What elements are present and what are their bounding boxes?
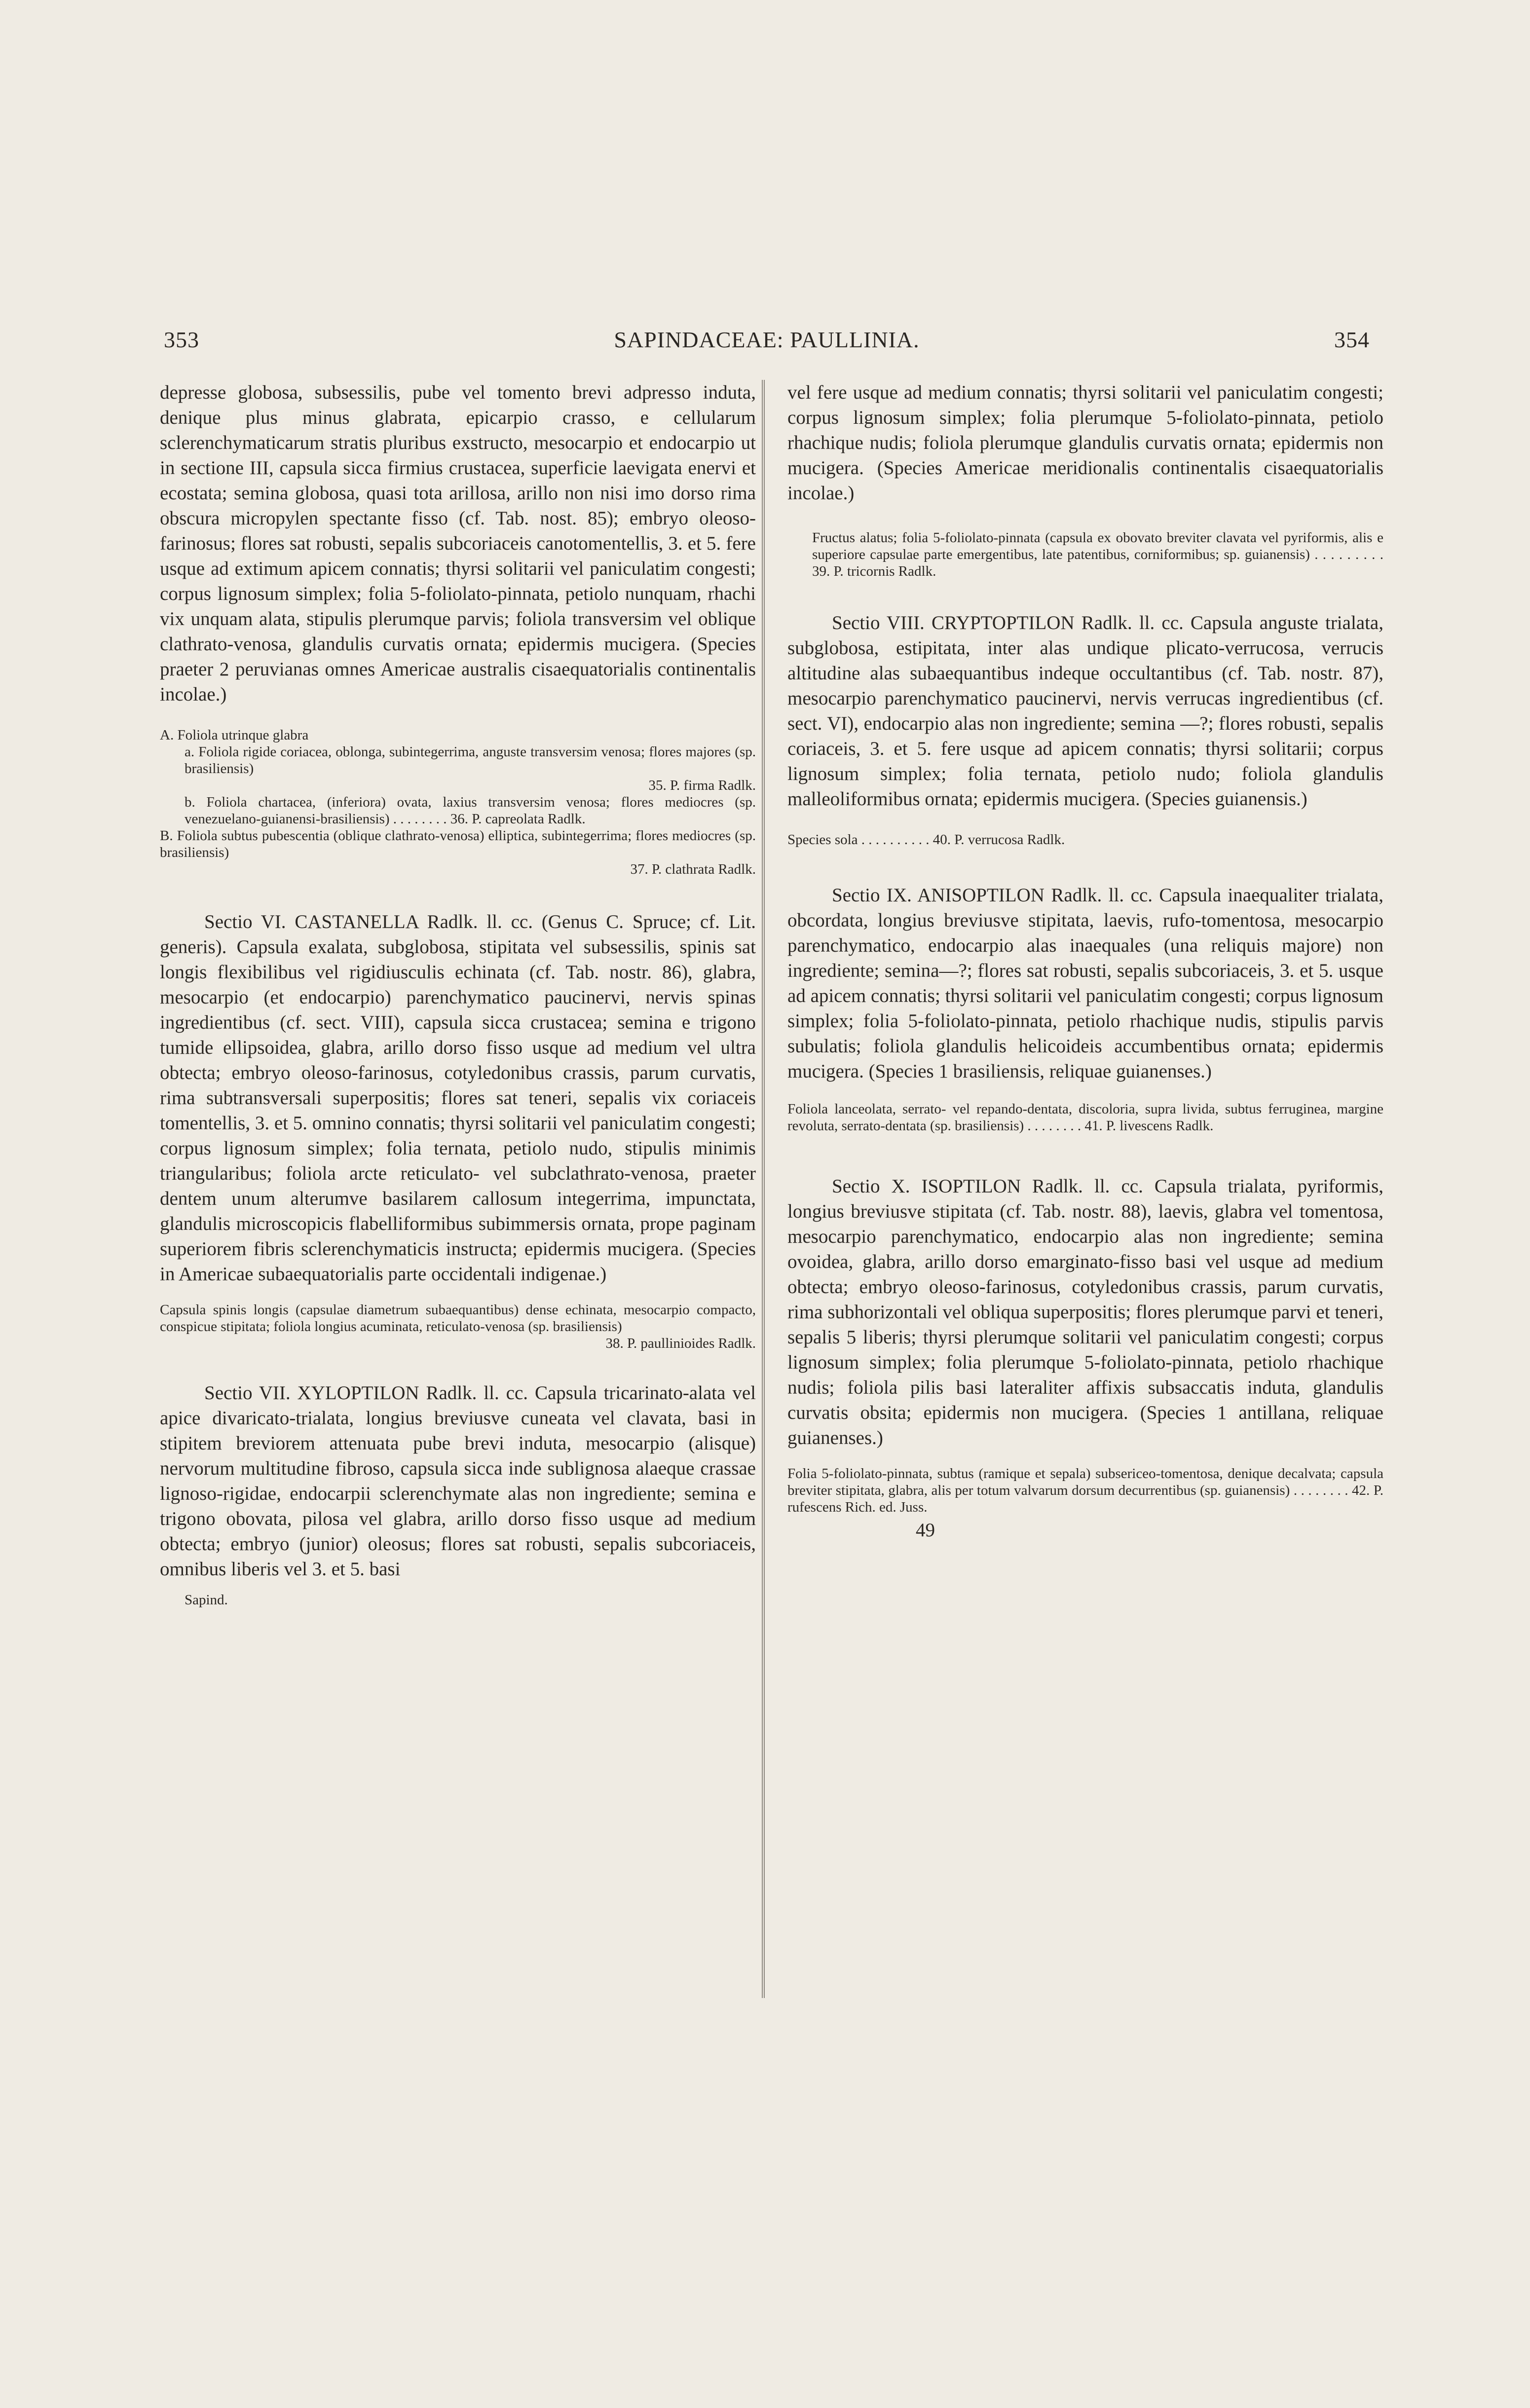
right-column xyxy=(787,380,1383,1543)
intro-paragraph: depresse globosa, subsessilis, pube vel tomento brevi adpresso induta, denique plus minus glabrata, epicarpio crasso, e cellularum sclerenchymaticarum stratis pluribus exstructo, mesocarpio et endocarpio ut in sectione III, capsula sicca firmius crustacea, superficie laevigata enervi et ecostata; semina globosa, quasi tota arillosa, arillo non nisi imo dorso rima obscura micropylen spectante fisso (cf. Tab. nost. 85); embryo oleoso-farinosus; flores sat robusti, sepalis subcoriaceis canotomentellis, 3. et 5. fere usque ad extimum apicem connatis; thyrsi solitarii vel paniculatim congesti; corpus lignosum simplex; folia 5-foliolato-pinnata, petiolo nunquam, rhachi vix unquam alata, stipulis plerumque parvis; foliola transversim vel oblique clathrato-venosa, glandulis curvatis ornata; epidermis mucigera. (Species praeter 2 peruvianas omnes Americae australis cisaequatorialis continentalis incolae.) xyxy=(160,382,756,705)
sectio-viii-paragraph: Sectio VIII. CRYPTOPTILON Radlk. ll. cc. Capsula anguste trialata, subglobosa, estipitata, inter alas undique plicato-verrucosa, verrucis altitudine alas subaequantibus indeque occultantibus (cf. Tab. nostr. 87), mesocarpio parenchymatico paucinervi, nervis verrucas ingredientibus (cf. sect. VI), endocarpio alas non ingrediente; semina —?; flores robusti, sepalis coriaceis, 3. et 5. fere usque ad apicem connatis; thyrsi solitarii; corpus lignosum simplex; folia ternata, petiolo nudo; foliola glandulis malleoliformibus ornata; epidermis mucigera. (Species guianensis.) xyxy=(787,612,1383,810)
sectio-x-note: Folia 5-foliolato-pinnata, subtus (ramique et sepala) subsericeo-tomentosa, denique decalvata; capsula breviter stipitata, glabra, alis per totum valvarum dorsum decurrentibus (sp. guianensis) . . . . . . . . 42. P. rufescens Rich. ed. Juss. xyxy=(787,1466,1383,1515)
running-title: SAPINDACEAE: PAULLINIA. xyxy=(614,327,920,352)
page-number-bottom: 49 xyxy=(916,1519,935,1541)
sectio-vi-paragraph: Sectio VI. CASTANELLA Radlk. ll. cc. (Genus C. Spruce; cf. Lit. generis). Capsula exalata, subglobosa, stipitata vel subsessilis, spinis sat longis flexibilibus vel rigidiusculis echinata (cf. Tab. nostr. 86), glabra, mesocarpio (et endocarpio) parenchymatico paucinervi, nervis spinas ingredientibus (cf. sect. VIII), capsula sicca crustacea; semina e trigono tumide ellipsoidea, glabra, arillo dorso fisso usque ad medium vel ultra obtecta; embryo oleoso-farinosus, cotyledonibus crassis, parum curvatis, rima subtransversali superpositis; flores sat teneri, sepalis vix coriaceis tomentellis, 3. et 5. omnino connatis; thyrsi solitarii vel paniculatim congesti; corpus lignosum simplex; folia ternata, petiolo nudo, stipulis minimis triangularibus; foliola arcte reticulato- vel subclathrato-venosa, praeter dentem unum alterumve basilarem callosum integerrima, impunctata, glandulis microscopicis flabelliformibus subimmersis ornata, prope paginam superiorem fibris sclerenchymaticis instructa; epidermis mucigera. (Species in Americae subaequatorialis parte occidentali indigenae.) xyxy=(160,911,756,1285)
page-number-left: 353 xyxy=(164,327,199,352)
sectio-ix-note: Foliola lanceolata, serrato- vel repando-dentata, discoloria, supra livida, subtus ferruginea, margine revoluta, serrato-dentata (sp. brasiliensis) . . . . . . . . 41. P. livescens Radlk. xyxy=(787,1101,1383,1134)
sectio-vii-note: Fructus alatus; folia 5-foliolato-pinnata (capsula ex obovato breviter clavata vel pyriformis, alis e superiore capsulae parte emergentibus, late patentibus, corniformibus; sp. guianensis) . . . . . . . . . 39. P. tricornis Radlk. xyxy=(812,530,1383,579)
left-column xyxy=(160,380,756,1608)
key-B-entry: B. Foliola subtus pubescentia (oblique clathrato-venosa) elliptica, subintegerrima; flores mediocres (sp. brasiliensis) xyxy=(160,828,756,860)
key-B-ref: 37. P. clathrata Radlk. xyxy=(630,861,756,877)
key-a-ref: 35. P. firma Radlk. xyxy=(648,778,756,793)
sectio-x-paragraph: Sectio X. ISOPTILON Radlk. ll. cc. Capsula trialata, pyriformis, longius breviusve stipitata (cf. Tab. nostr. 88), laevis, glabra vel tomentosa, mesocarpio parenchymatico, endocarpio alas non ingrediente; semina ovoidea, glabra, arillo dorso emarginato-fisso basi vel usque ad medium obtecta; embryo oleoso-farinosus, cotyledonibus crassis, parum curvatis, rima subhorizontali vel obliqua superpositis; flores plerumque parvi et teneri, sepalis 5 liberis; thyrsi plerumque solitarii vel paniculatim congesti; corpus lignosum simplex; folia plerumque 5-foliolato-pinnata, petiolo rhachique nudis; foliola pilis basi lateraliter affixis subsaccatis induta, glandulis curvatis obsita; epidermis non mucigera. (Species 1 antillana, reliquae guianenses.) xyxy=(787,1176,1383,1448)
key-a-heading: A. Foliola utrinque glabra xyxy=(160,727,309,743)
column-divider xyxy=(762,380,765,1998)
sectio-vi-note-ref: 38. P. paullinioides Radlk. xyxy=(605,1335,756,1351)
page-number-right: 354 xyxy=(1334,327,1370,352)
sectio-vii-paragraph: Sectio VII. XYLOPTILON Radlk. ll. cc. Capsula tricarinato-alata vel apice divaricato-trialata, longius breviusve cuneata vel clavata, basi in stipitem breviorem attenuata pube brevi induta, mesocarpio (alisque) nervorum multitudine fibroso, capsula sicca inde sublignosa alaeque crassae lignoso-rigidae, endocarpii sclerenchymate alas non ingrediente; semina e trigono obovata, pilosa vel glabra, arillo dorso fisso usque ad medium obtecta; embryo (junior) oleosus; flores sat robusti, sepalis subcoriaceis, omnibus liberis vel 3. et 5. basi xyxy=(160,1382,756,1580)
sectio-viii-note: Species sola . . . . . . . . . . 40. P. verrucosa Radlk. xyxy=(787,832,1065,848)
key-a-entry: a. Foliola rigide coriacea, oblonga, subintegerrima, anguste transversim venosa; flores majores (sp. brasiliensis) xyxy=(185,744,756,777)
sectio-vi-note: Capsula spinis longis (capsulae diametrum subaequantibus) dense echinata, mesocarpio compacto, conspicue stipitata; foliola longius acuminata, reticulato-venosa (sp. brasiliensis) xyxy=(160,1302,756,1334)
running-header xyxy=(164,327,1370,356)
continuation-paragraph: vel fere usque ad medium connatis; thyrsi solitarii vel paniculatim congesti; corpus lignosum simplex; folia plerumque 5-foliolato-pinnata, petiolo rhachique nudis; foliola plerumque glandulis curvatis ornata; epidermis non mucigera. (Species Americae meridionalis continentalis cisaequatorialis incolae.) xyxy=(787,382,1383,504)
key-b-entry: b. Foliola chartacea, (inferiora) ovata, laxius transversim venosa; flores mediocres (sp. venezuelano-guianensi-brasiliensis) . . . . . . . . 36. P. capreolata Radlk. xyxy=(185,794,756,827)
footer-mark: Sapind. xyxy=(185,1592,228,1608)
sectio-ix-paragraph: Sectio IX. ANISOPTILON Radlk. ll. cc. Capsula inaequaliter trialata, obcordata, longius breviusve stipitata, laevis, rufo-tomentosa, mesocarpio parenchymatico, endocarpio alas inaequales (una reliquis majore) non ingrediente; semina—?; flores sat robusti, sepalis subcoriaceis, 3. et 5. usque ad apicem connatis; thyrsi solitarii vel paniculatim congesti; corpus lignosum simplex; folia 5-foliolato-pinnata, petiolo rhachique nudis, stipulis parvis subulatis; foliola glandulis helicoideis accumbentibus ornata; epidermis mucigera. (Species 1 brasiliensis, reliquae guianenses.) xyxy=(787,885,1383,1082)
